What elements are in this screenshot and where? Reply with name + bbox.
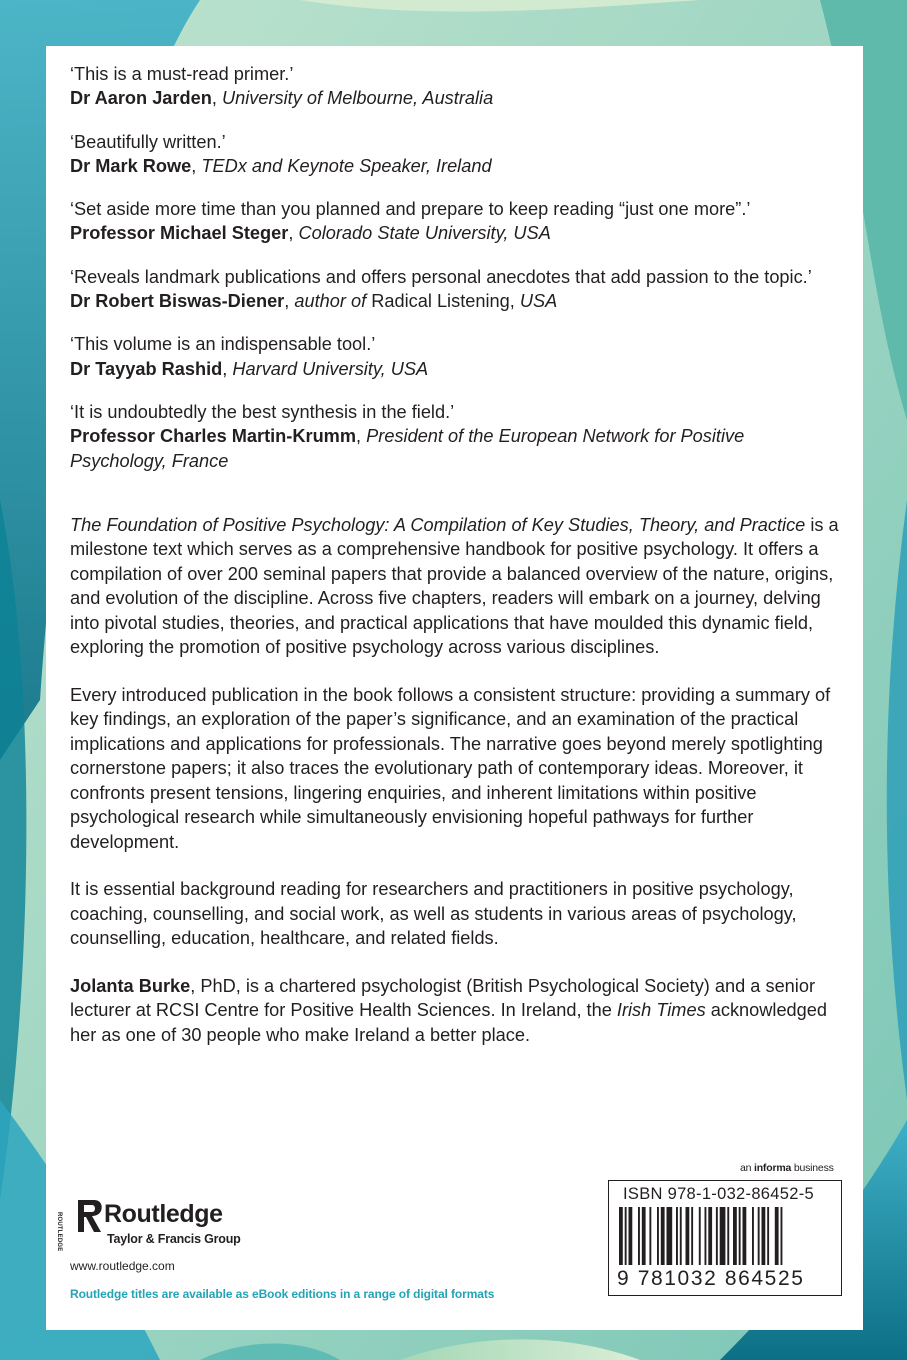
endorsement-quote: ‘It is undoubtedly the best synthesis in the field.’ [70, 401, 455, 422]
endorser-name: Dr Robert Biswas-Diener [70, 291, 285, 312]
barcode-bar [642, 1207, 646, 1265]
informa-prefix: an [740, 1162, 752, 1174]
endorser-affiliation-prefix: author of [294, 291, 367, 312]
endorser-affiliation: Harvard University, USA [232, 358, 429, 379]
barcode-bar [638, 1207, 640, 1265]
barcode-bar [686, 1207, 690, 1265]
endorsement: ‘It is undoubtedly the best synthesis in the field.’ Professor Charles Martin-Krumm, President of the European Network for Positive Psychology, France [70, 400, 840, 473]
barcode-bar [705, 1207, 707, 1265]
endorsement-quote: ‘This volume is an indispensable tool.’ [70, 334, 376, 355]
barcode-bar [767, 1207, 769, 1265]
newspaper-name: Irish Times [616, 1000, 706, 1021]
ebook-availability-note: Routledge titles are available as eBook editions in a range of digital formats [70, 1287, 495, 1301]
barcode-bar [661, 1207, 665, 1265]
barcode-bar [739, 1207, 741, 1265]
book-title: The Foundation of Positive Psychology: A Compilation of Key Studies, Theory, and Practice [70, 514, 806, 535]
endorser-affiliation: President of the European Network for Positive Psychology, France [70, 426, 745, 471]
publisher-url[interactable]: www.routledge.com [70, 1259, 175, 1273]
isbn-digits: 9 781032 864525 [617, 1267, 805, 1290]
endorsement-quote: ‘This is a must-read primer.’ [70, 64, 294, 84]
barcode-bar [691, 1207, 693, 1265]
endorsement-quote: ‘Set aside more time than you planned and prepare to keep reading “just one more”.’ [70, 199, 751, 220]
endorser-name: Dr Mark Rowe [70, 155, 192, 176]
endorsement: ‘Reveals landmark publications and offers personal anecdotes that add passion to the topic.’ Dr Robert Biswas-Diener, author of Radical Listening, USA [70, 265, 840, 314]
barcode-bar [708, 1207, 712, 1265]
isbn-label: ISBN 978-1-032-86452-5 [623, 1185, 814, 1203]
author-bio-text: , PhD, is a chartered psychologist (British Psychological Society) and a senior lecturer at RCSI Centre for Positive Health Sciences. In Ireland, the [70, 975, 816, 1021]
endorser-name: Dr Tayyab Rashid [70, 358, 223, 379]
barcode-bar [625, 1207, 627, 1265]
endorser-affiliation: University of Melbourne, Australia [221, 88, 494, 109]
author-name: Jolanta Burke [70, 975, 191, 996]
routledge-vertical-tag: ROUTLEDGE [56, 1212, 62, 1252]
barcode-bar [743, 1207, 747, 1265]
endorser-affiliation: Colorado State University, USA [298, 223, 551, 244]
barcode-bar [676, 1207, 678, 1265]
endorsement: ‘Set aside more time than you planned and prepare to keep reading “just one more”.’ Professor Michael Steger, Colorado State University, USA [70, 197, 840, 246]
author-bio-text: acknowledged her as one of 30 people who make Ireland a better place. [70, 1000, 828, 1045]
endorsement-quote: ‘Reveals landmark publications and offers personal anecdotes that add passion to the topic.’ [70, 266, 812, 287]
isbn-barcode-box [608, 1180, 842, 1296]
endorsement: ‘This volume is an indispensable tool.’ Dr Tayyab Rashid, Harvard University, USA [70, 332, 840, 381]
barcode-bar [727, 1207, 729, 1265]
barcode-bar [775, 1207, 779, 1265]
barcode-bar [657, 1207, 659, 1265]
barcode-bar [680, 1207, 682, 1265]
endorser-affiliation: TEDx and Keynote Speaker, Ireland [201, 155, 492, 176]
description-paragraph: Every introduced publication in the book follows a consistent structure: providing a summary of key findings, an exploration of the paper’s significance, and an examination of the practical implications and applications for professionals. The narrative goes beyond merely spotlighting cornerstone papers; it also traces the evolutionary path of contemporary ideas. Moreover, it confronts present tensions, lingering enquiries, and inherent limitations within positive psychological research while simultaneously envisioning hopeful pathways for further development. [70, 684, 831, 852]
endorser-name: Professor Charles Martin-Krumm [70, 426, 357, 447]
informa-suffix: business [793, 1162, 834, 1174]
description-text: is a milestone text which serves as a comprehensive handbook for positive psychology. It offers a compilation of over 200 seminal papers that provide a balanced overview of the nature, origins, and evolution of the discipline. Across five chapters, readers will embark on a journey, delving into pivotal studies, theories, and practical applications that have moulded this dynamic field, exploring the promotion of positive psychology across various disciplines. [70, 514, 839, 658]
endorser-name: Professor Michael Steger [70, 223, 289, 244]
publisher-group: Taylor & Francis Group [107, 1232, 241, 1246]
description-paragraph: It is essential background reading for researchers and practitioners in positive psychology, coaching, counselling, and social work, as well as students in various areas of psychology, counselling, education, healthcare, and related fields. [70, 879, 797, 949]
endorsement: ‘This is a must-read primer.’ Dr Aaron Jarden, University of Melbourne, Australia [70, 62, 840, 111]
barcode-bar [758, 1207, 760, 1265]
endorsement-quote: ‘Beautifully written.’ [70, 131, 226, 152]
description-paragraph [70, 513, 840, 660]
endorser-book-title: Radical Listening [371, 291, 510, 312]
barcode-bar [619, 1207, 623, 1265]
barcode-bar [733, 1207, 737, 1265]
barcode-bar [762, 1207, 766, 1265]
publisher-name: Routledge [104, 1200, 223, 1228]
back-cover-text [70, 62, 840, 1070]
barcode-bar [720, 1207, 726, 1265]
endorsement: ‘Beautifully written.’ Dr Mark Rowe, TEDx and Keynote Speaker, Ireland [70, 130, 840, 179]
barcode-bar [649, 1207, 651, 1265]
informa-brand: informa [754, 1162, 792, 1174]
endorser-name: Dr Aaron Jarden [70, 88, 212, 109]
barcode-bar [667, 1207, 673, 1265]
endorser-country: USA [519, 291, 558, 312]
barcode-bar [716, 1207, 718, 1265]
barcode-bar [752, 1207, 754, 1265]
informa-business-tag [740, 1162, 834, 1174]
barcode-image [619, 1207, 831, 1265]
author-bio [70, 974, 840, 1048]
barcode-bar [699, 1207, 701, 1265]
barcode-bar [629, 1207, 633, 1265]
barcode-bar [781, 1207, 783, 1265]
